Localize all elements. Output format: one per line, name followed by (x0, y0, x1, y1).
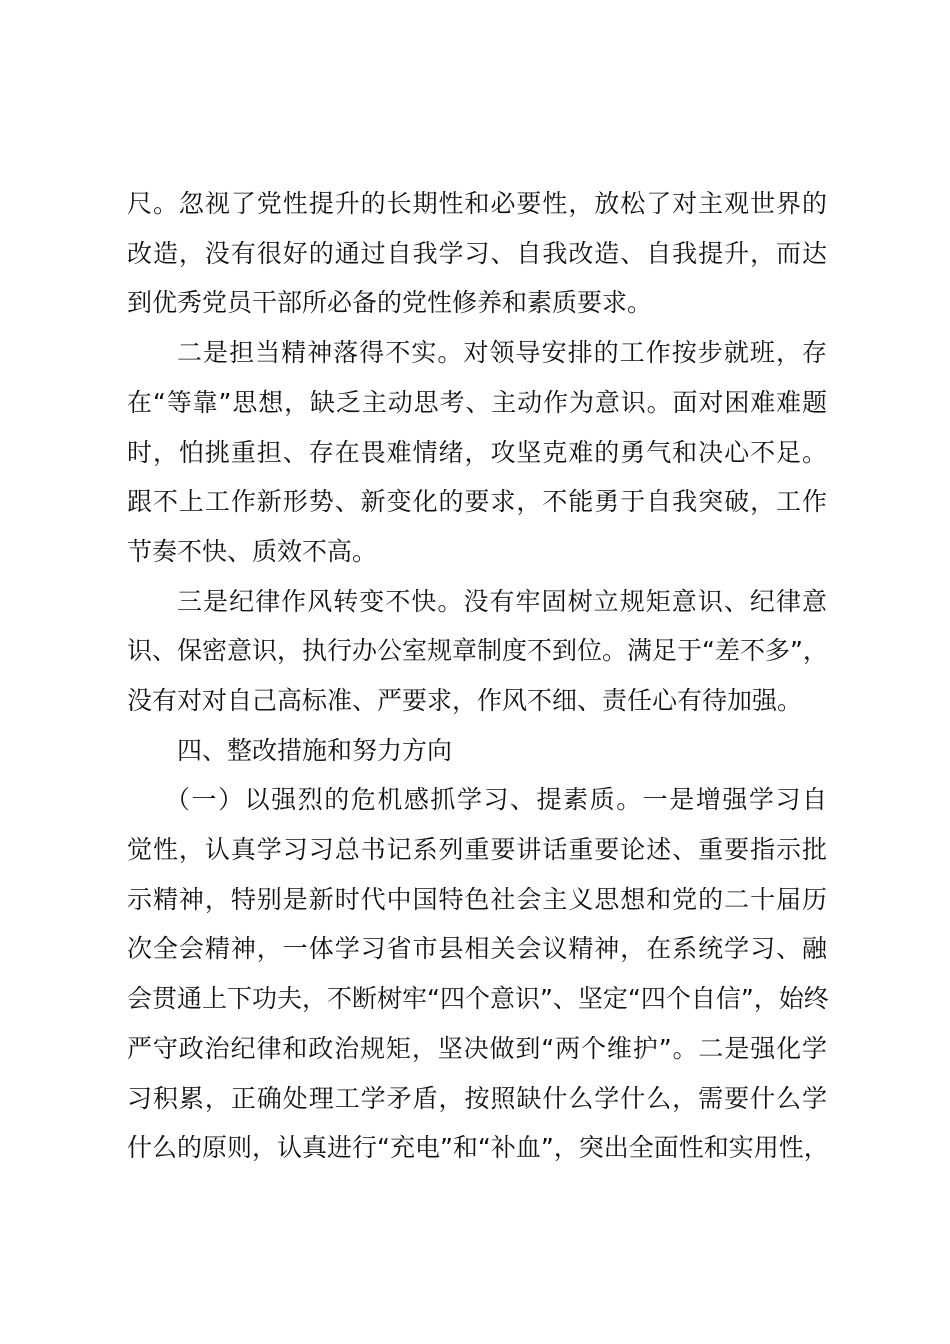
body-text-line: 在“等靠”思想，缺乏主动思考、主动作为意识。面对困难难题 (127, 388, 827, 417)
body-text-line: 节奏不快、质效不高。 (127, 537, 378, 566)
body-text-line: 改造，没有很好的通过自我学习、自我改造、自我提升，而达 (127, 239, 827, 268)
body-text-line: 觉性，认真学习习总书记系列重要讲话重要论述、重要指示批 (127, 835, 827, 864)
body-text-line: 会贯通上下功夫，不断树牢“四个意识”、坚定“四个自信”，始终 (127, 984, 829, 1013)
section-heading: 四、整改措施和努力方向 (177, 736, 453, 765)
body-text-line: 时，怕挑重担、存在畏难情绪，攻坚克难的勇气和决心不足。 (127, 438, 827, 467)
body-text-line: 严守政治纪律和政治规矩，坚决做到“两个维护”。二是强化学 (127, 1034, 827, 1063)
body-text-line: 示精神，特别是新时代中国特色社会主义思想和党的二十届历 (127, 885, 827, 914)
body-text-line: 没有对对自己高标准、严要求，作风不细、责任心有待加强。 (127, 686, 803, 715)
paragraph-first-line: 三是纪律作风转变不快。没有牢固树立规矩意识、纪律意 (177, 587, 827, 616)
body-text-line: 什么的原则，认真进行“充电”和“补血”，突出全面性和实用性， (127, 1133, 829, 1162)
body-text-line: 尺。忽视了党性提升的长期性和必要性，放松了对主观世界的 (127, 189, 827, 218)
body-text-line: 次全会精神，一体学习省市县相关会议精神，在系统学习、融 (127, 934, 827, 963)
body-text-line: 识、保密意识，执行办公室规章制度不到位。满足于“差不多”， (127, 636, 828, 665)
body-text-line: 跟不上工作新形势、新变化的要求，不能勇于自我突破，工作 (127, 487, 827, 516)
body-text-line: 到优秀党员干部所必备的党性修养和素质要求。 (127, 288, 653, 317)
paragraph-first-line: 二是担当精神落得不实。对领导安排的工作按步就班，存 (177, 338, 827, 367)
paragraph-first-line: （一）以强烈的危机感抓学习、提素质。一是增强学习自 (165, 785, 827, 814)
body-text-line: 习积累，正确处理工学矛盾，按照缺什么学什么，需要什么学 (127, 1084, 827, 1113)
